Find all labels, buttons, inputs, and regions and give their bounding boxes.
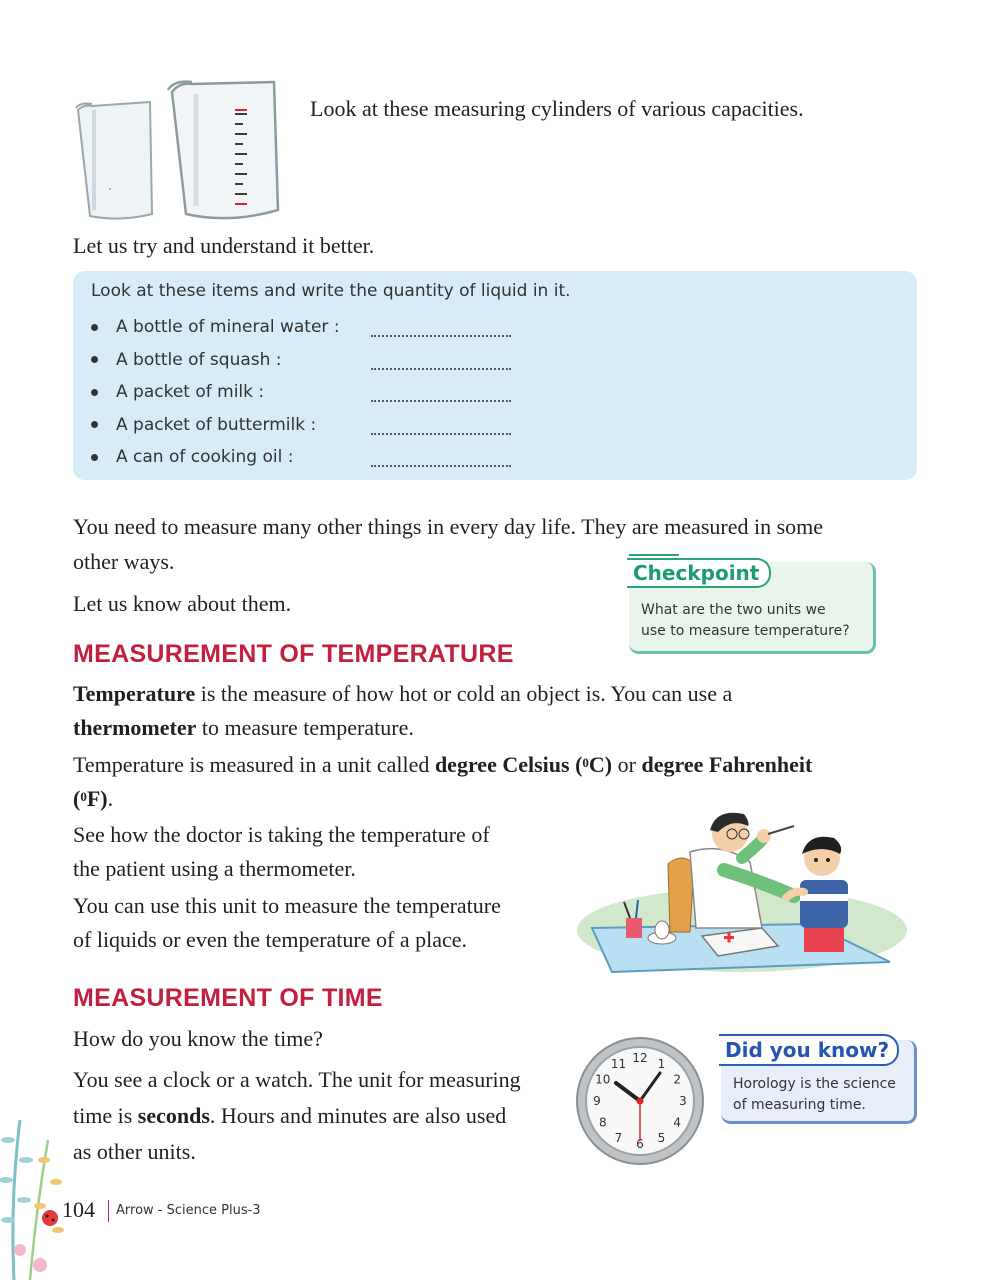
activity-list bbox=[91, 311, 511, 474]
clock-numeral: 9 bbox=[593, 1094, 601, 1108]
list-item: A can of cooking oil : bbox=[91, 441, 511, 474]
did-you-know-title: Did you know? bbox=[719, 1034, 899, 1066]
cylinders-caption: Look at these measuring cylinders of various capacities. bbox=[310, 96, 804, 121]
clock-numeral: 1 bbox=[657, 1056, 666, 1071]
decorative-plant-image bbox=[0, 1100, 70, 1280]
checkpoint-title: Checkpoint bbox=[627, 558, 771, 588]
time-line3: as other units. bbox=[73, 1139, 196, 1164]
checkpoint-box bbox=[629, 562, 876, 654]
time-question: How do you know the time? bbox=[73, 1026, 323, 1051]
clock-image bbox=[574, 1035, 706, 1167]
answer-blank[interactable] bbox=[371, 323, 511, 337]
clock-numeral: 3 bbox=[679, 1094, 687, 1108]
time-line1: You see a clock or a watch. The unit for measuring bbox=[73, 1067, 521, 1092]
clock-numeral: 5 bbox=[657, 1131, 666, 1146]
time-line2: time is seconds. Hours and minutes are also used bbox=[73, 1103, 507, 1128]
page-number: 104 bbox=[62, 1197, 95, 1222]
temperature-heading: MEASUREMENT OF TEMPERATURE bbox=[73, 640, 514, 668]
temperature-para2-line2: ($^0$F). bbox=[73, 786, 114, 811]
temperature-para3-line2: the patient using a thermometer. bbox=[73, 856, 356, 881]
bullet-icon bbox=[91, 324, 98, 331]
bullet-icon bbox=[91, 454, 98, 461]
other-ways-line1: You need to measure many other things in every day life. They are measured in some bbox=[73, 514, 824, 539]
book-title: Arrow - Science Plus-3 bbox=[116, 1203, 261, 1218]
answer-blank[interactable] bbox=[371, 388, 511, 402]
list-item: A packet of milk : bbox=[91, 376, 511, 409]
answer-blank[interactable] bbox=[371, 421, 511, 435]
temperature-para4-line1: You can use this unit to measure the temperature bbox=[73, 893, 501, 918]
clock-numeral: 12 bbox=[632, 1051, 648, 1065]
list-item: A bottle of mineral water : bbox=[91, 311, 511, 344]
time-heading: MEASUREMENT OF TIME bbox=[73, 984, 383, 1012]
answer-blank[interactable] bbox=[371, 453, 511, 467]
clock-numeral: 7 bbox=[614, 1131, 623, 1146]
checkpoint-question: What are the two units we use to measure temperature? bbox=[641, 602, 850, 639]
measuring-cylinders-image bbox=[70, 78, 285, 223]
temperature-para3-line1: See how the doctor is taking the temperature of bbox=[73, 822, 490, 847]
clock-numeral: 11 bbox=[610, 1056, 627, 1071]
activity-intro: Look at these items and write the quantity of liquid in it. bbox=[91, 281, 571, 301]
bullet-icon bbox=[91, 389, 98, 396]
checkpoint-divider bbox=[629, 554, 679, 556]
understand-text: Let us try and understand it better. bbox=[73, 233, 375, 258]
clock-numeral: 6 bbox=[636, 1137, 644, 1151]
clock-numeral: 8 bbox=[598, 1115, 607, 1130]
temperature-para2-line1: Temperature is measured in a unit called degree Celsius ($^0$C) or degree Fahrenheit bbox=[73, 752, 813, 777]
bullet-icon bbox=[91, 421, 98, 428]
temperature-para1-line1: Temperature is the measure of how hot or cold an object is. You can use a bbox=[73, 681, 733, 706]
temperature-para4-line2: of liquids or even the temperature of a place. bbox=[73, 927, 468, 952]
footer-divider bbox=[108, 1200, 109, 1222]
other-ways-line3: Let us know about them. bbox=[73, 591, 292, 616]
answer-blank[interactable] bbox=[371, 356, 511, 370]
temperature-para1-line2: thermometer to measure temperature. bbox=[73, 715, 414, 740]
did-you-know-fact: Horology is the science of measuring time. bbox=[733, 1076, 896, 1113]
list-item: A packet of buttermilk : bbox=[91, 409, 511, 442]
clock-numeral: 10 bbox=[595, 1072, 611, 1087]
clock-numeral: 4 bbox=[673, 1115, 682, 1130]
doctor-patient-image bbox=[572, 812, 912, 980]
activity-box bbox=[73, 271, 917, 480]
other-ways-line2: other ways. bbox=[73, 549, 175, 574]
clock-numeral: 2 bbox=[673, 1072, 682, 1087]
did-you-know-box bbox=[721, 1040, 917, 1124]
bullet-icon bbox=[91, 356, 98, 363]
list-item: A bottle of squash : bbox=[91, 344, 511, 377]
